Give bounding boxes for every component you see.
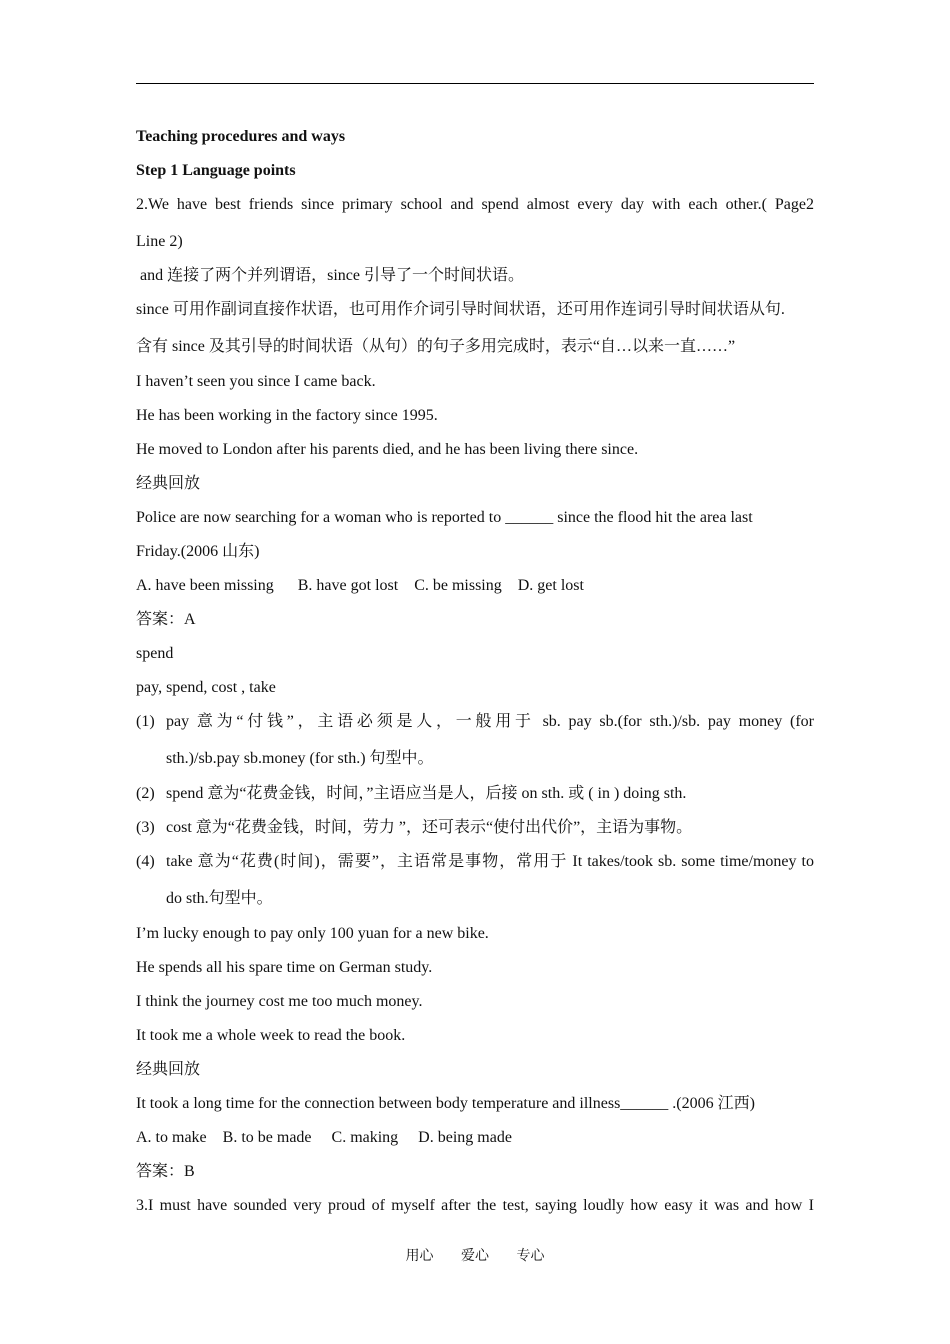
step-heading: Step 1 Language points xyxy=(136,162,296,179)
item-pay-line2: sth.)/sb.pay sb.money (for sth.) 句型中。 xyxy=(166,750,434,767)
item-number: (3) xyxy=(136,819,155,836)
item-cost: cost 意为“花费金钱，时间，劳力 ”，还可表示“使付出代价”，主语为事物。 xyxy=(166,819,693,836)
section-heading: Teaching procedures and ways xyxy=(136,128,346,145)
review-title: 经典回放 xyxy=(136,475,201,492)
review-title: 经典回放 xyxy=(136,1061,201,1078)
example-sentence: He spends all his spare time on German study. xyxy=(136,959,433,976)
question-1-options: A. have been missing B. have got lost C. be missing D. get lost xyxy=(136,577,584,594)
question-1-line1: Police are now searching for a woman who is reported to ______ since the flood hit the area last xyxy=(136,509,753,526)
item-pay-line1: pay 意为“付钱”，主语必须是人，一般用于 sb. pay sb.(for sth.)/sb. pay money (for xyxy=(166,713,814,730)
example-sentence: He has been working in the factory since 1995. xyxy=(136,407,438,424)
header-rule xyxy=(136,83,814,84)
spend-title: spend xyxy=(136,645,174,662)
item-number: (4) xyxy=(136,853,155,870)
footer-motto: 专心 xyxy=(516,1249,545,1264)
item-number: (1) xyxy=(136,713,155,730)
point-3-sentence-line1: 3.I must have sounded very proud of myself after the test, saying loudly how easy it was and how I xyxy=(136,1197,814,1214)
point-2-sentence-line1: 2.We have best friends since primary school and spend almost every day with each other.( Page2 xyxy=(136,196,814,213)
since-tense-note: 含有 since 及其引导的时间状语（从句）的句子多用完成时，表示“自…以来一直……” xyxy=(136,338,736,355)
example-sentence: I think the journey cost me too much money. xyxy=(136,993,423,1010)
item-number: (2) xyxy=(136,785,155,802)
item-spend: spend 意为“花费金钱，时间，”主语应当是人，后接 on sth. 或 ( in ) doing sth. xyxy=(166,785,687,802)
question-2-options: A. to make B. to be made C. making D. being made xyxy=(136,1129,512,1146)
footer-motto: 爱心 xyxy=(461,1249,489,1264)
example-sentence: I’m lucky enough to pay only 100 yuan for a new bike. xyxy=(136,925,489,942)
question-1-line2: Friday.(2006 山东) xyxy=(136,543,260,560)
item-take-line1: take 意为“花费(时间)，需要”，主语常是事物，常用于 It takes/took sb. some time/money to xyxy=(166,853,814,870)
since-usage: since 可用作副词直接作状语，也可用作介词引导时间状语，还可用作连词引导时间状语从句. xyxy=(136,301,785,318)
answer-2: 答案：B xyxy=(136,1163,195,1180)
note-and: and 连接了两个并列谓语，since 引导了一个时间状语。 xyxy=(136,267,524,284)
question-2: It took a long time for the connection between body temperature and illness______ .(2006 江西) xyxy=(136,1095,755,1112)
answer-1: 答案：A xyxy=(136,611,196,628)
footer-motto: 用心 xyxy=(405,1249,434,1264)
example-sentence: It took me a whole week to read the book. xyxy=(136,1027,406,1044)
page-footer xyxy=(0,1248,950,1266)
example-sentence: I haven’t seen you since I came back. xyxy=(136,373,376,390)
example-sentence: He moved to London after his parents died, and he has been living there since. xyxy=(136,441,639,458)
point-2-sentence-line2: Line 2) xyxy=(136,233,183,250)
item-take-line2: do sth.句型中。 xyxy=(166,890,273,907)
verb-list: pay, spend, cost , take xyxy=(136,679,276,696)
